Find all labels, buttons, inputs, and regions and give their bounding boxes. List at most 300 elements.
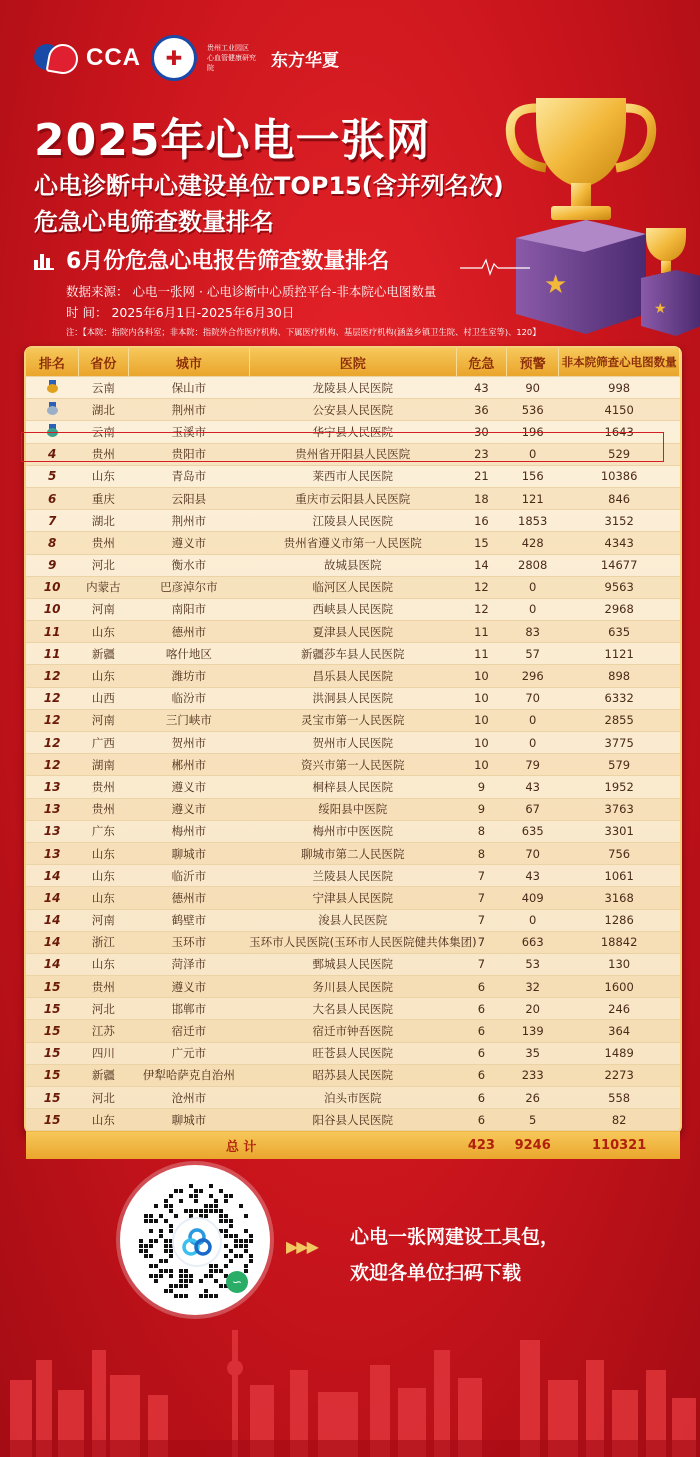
table-row — [26, 998, 680, 1020]
critical-cell: 6 — [456, 976, 506, 998]
province-cell: 河南 — [78, 909, 128, 931]
count-cell: 529 — [559, 443, 680, 465]
table-row — [26, 732, 680, 754]
footnote: 注：【本院：指院内各科室；非本院：指院外合作医疗机构、下属医疗机构、基层医疗机构(涵盖乡镇卫生院、村卫生室等)、120】 — [66, 327, 541, 337]
hospital-cell: 昌乐县人民医院 — [249, 665, 456, 687]
rank-cell: 10 — [26, 576, 78, 598]
rank-cell: 12 — [26, 709, 78, 731]
province-cell: 新疆 — [78, 1064, 128, 1086]
rank-cell: 12 — [26, 665, 78, 687]
critical-cell: 11 — [456, 643, 506, 665]
critical-cell: 15 — [456, 532, 506, 554]
count-cell: 3301 — [559, 820, 680, 842]
rank-cell: 12 — [26, 687, 78, 709]
table-row — [26, 1064, 680, 1086]
critical-cell: 10 — [456, 732, 506, 754]
table-row — [26, 598, 680, 620]
province-cell: 山东 — [78, 887, 128, 909]
city-cell: 梅州市 — [129, 820, 250, 842]
hospital-cell: 旺苍县人民医院 — [249, 1042, 456, 1064]
count-cell: 82 — [559, 1109, 680, 1131]
hospital-cell: 贵州省遵义市第一人民医院 — [249, 532, 456, 554]
main-title: 2025年心电一张网 — [34, 115, 431, 166]
table-row — [26, 510, 680, 532]
table-header-row — [26, 348, 680, 377]
org-emblem-icon: ✚ — [151, 35, 197, 81]
city-cell: 贺州市 — [129, 732, 250, 754]
rank-cell: 11 — [26, 621, 78, 643]
critical-cell: 30 — [456, 421, 506, 443]
count-cell: 1489 — [559, 1042, 680, 1064]
rank-cell: 15 — [26, 1020, 78, 1042]
rank-cell: 10 — [26, 598, 78, 620]
count-cell: 10386 — [559, 465, 680, 487]
city-cell: 玉环市 — [129, 931, 250, 953]
province-cell: 新疆 — [78, 643, 128, 665]
org-name: 东方华夏 — [271, 50, 339, 71]
city-cell: 荆州市 — [129, 399, 250, 421]
city-cell: 荆州市 — [129, 510, 250, 532]
count-cell: 1952 — [559, 776, 680, 798]
hospital-cell: 宿迁市钟吾医院 — [249, 1020, 456, 1042]
city-cell: 伊犁哈萨克自治州 — [129, 1064, 250, 1086]
city-cell: 德州市 — [129, 621, 250, 643]
count-cell: 364 — [559, 1020, 680, 1042]
col-city: 城市 — [129, 348, 250, 377]
app-logo-icon — [172, 1217, 222, 1267]
hospital-cell: 务川县人民医院 — [249, 976, 456, 998]
count-cell: 130 — [559, 953, 680, 975]
col-province: 省份 — [78, 348, 128, 377]
rank-cell: 11 — [26, 643, 78, 665]
date-range: 时 间： 2025年6月1日-2025年6月30日 — [66, 305, 295, 320]
table-row — [26, 399, 680, 421]
hospital-cell: 贵州省开阳县人民医院 — [249, 443, 456, 465]
province-cell: 浙江 — [78, 931, 128, 953]
rank-cell: 14 — [26, 887, 78, 909]
critical-cell: 6 — [456, 998, 506, 1020]
hospital-cell: 贺州市人民医院 — [249, 732, 456, 754]
city-cell: 潍坊市 — [129, 665, 250, 687]
rank-cell: 15 — [26, 1109, 78, 1131]
critical-cell: 21 — [456, 465, 506, 487]
warning-cell: 0 — [507, 732, 559, 754]
city-cell: 贵阳市 — [129, 443, 250, 465]
province-cell: 山东 — [78, 1109, 128, 1131]
bar-chart-icon — [34, 250, 56, 270]
total-label: 总 计 — [26, 1131, 456, 1160]
warning-cell: 139 — [507, 1020, 559, 1042]
rank-cell: 13 — [26, 842, 78, 864]
rank-cell: 14 — [26, 931, 78, 953]
province-cell: 山西 — [78, 687, 128, 709]
rank-cell — [26, 399, 78, 421]
province-cell: 云南 — [78, 421, 128, 443]
count-cell: 579 — [559, 754, 680, 776]
rank-cell: 14 — [26, 865, 78, 887]
rank-cell: 12 — [26, 732, 78, 754]
total-critical: 423 — [456, 1131, 506, 1160]
trophy-icon — [496, 78, 696, 338]
warning-cell: 90 — [507, 377, 559, 399]
hospital-cell: 江陵县人民医院 — [249, 510, 456, 532]
rank-cell: 15 — [26, 976, 78, 998]
province-cell: 湖北 — [78, 510, 128, 532]
warning-cell: 67 — [507, 798, 559, 820]
table-row — [26, 820, 680, 842]
warning-cell: 409 — [507, 887, 559, 909]
mini-program-icon: ∽ — [226, 1271, 248, 1293]
table-row — [26, 754, 680, 776]
warning-cell: 296 — [507, 665, 559, 687]
province-cell: 重庆 — [78, 487, 128, 509]
hospital-cell: 桐梓县人民医院 — [249, 776, 456, 798]
hospital-cell: 西峡县人民医院 — [249, 598, 456, 620]
warning-cell: 35 — [507, 1042, 559, 1064]
count-cell: 1600 — [559, 976, 680, 998]
cta-line-2: 欢迎各单位扫码下载 — [350, 1262, 522, 1284]
count-cell: 9563 — [559, 576, 680, 598]
warning-cell: 57 — [507, 643, 559, 665]
city-cell: 南阳市 — [129, 598, 250, 620]
hospital-cell: 资兴市第一人民医院 — [249, 754, 456, 776]
province-cell: 山东 — [78, 842, 128, 864]
critical-cell: 9 — [456, 798, 506, 820]
hospital-cell: 重庆市云阳县人民医院 — [249, 487, 456, 509]
province-cell: 广东 — [78, 820, 128, 842]
rank-cell: 15 — [26, 1064, 78, 1086]
critical-cell: 36 — [456, 399, 506, 421]
critical-cell: 11 — [456, 621, 506, 643]
table-row — [26, 909, 680, 931]
hospital-cell: 梅州市中医医院 — [249, 820, 456, 842]
hospital-cell: 故城县医院 — [249, 554, 456, 576]
table-row — [26, 532, 680, 554]
table-row — [26, 1042, 680, 1064]
city-cell: 遵义市 — [129, 976, 250, 998]
count-cell: 246 — [559, 998, 680, 1020]
province-cell: 山东 — [78, 865, 128, 887]
city-cell: 鹤壁市 — [129, 909, 250, 931]
province-cell: 云南 — [78, 377, 128, 399]
critical-cell: 10 — [456, 687, 506, 709]
count-cell: 2273 — [559, 1064, 680, 1086]
warning-cell: 156 — [507, 465, 559, 487]
critical-cell: 12 — [456, 598, 506, 620]
cca-logo-text: CCA — [86, 44, 141, 71]
warning-cell: 79 — [507, 754, 559, 776]
count-cell: 898 — [559, 665, 680, 687]
hospital-cell: 宁津县人民医院 — [249, 887, 456, 909]
total-row — [26, 1131, 680, 1160]
org-subtitle: 贵州工业园区 心血管健康研究院 — [207, 44, 256, 72]
count-cell: 18842 — [559, 931, 680, 953]
city-cell: 宿迁市 — [129, 1020, 250, 1042]
warning-cell: 233 — [507, 1064, 559, 1086]
title-line-2: 心电诊断中心建设单位TOP15(含并列名次) — [34, 172, 504, 200]
city-cell: 德州市 — [129, 887, 250, 909]
province-cell: 四川 — [78, 1042, 128, 1064]
warning-cell: 0 — [507, 709, 559, 731]
province-cell: 贵州 — [78, 776, 128, 798]
rank-cell: 13 — [26, 776, 78, 798]
warning-cell: 26 — [507, 1087, 559, 1109]
count-cell: 2968 — [559, 598, 680, 620]
warning-cell: 32 — [507, 976, 559, 998]
hospital-cell: 大名县人民医院 — [249, 998, 456, 1020]
rank-cell: 5 — [26, 465, 78, 487]
table-row — [26, 776, 680, 798]
critical-cell: 7 — [456, 909, 506, 931]
count-cell: 1121 — [559, 643, 680, 665]
warning-cell: 0 — [507, 576, 559, 598]
warning-cell: 0 — [507, 598, 559, 620]
table-row — [26, 643, 680, 665]
table-row — [26, 621, 680, 643]
province-cell: 河北 — [78, 998, 128, 1020]
hospital-cell: 灵宝市第一人民医院 — [249, 709, 456, 731]
province-cell: 贵州 — [78, 443, 128, 465]
province-cell: 广西 — [78, 732, 128, 754]
critical-cell: 10 — [456, 754, 506, 776]
critical-cell: 43 — [456, 377, 506, 399]
city-cell: 保山市 — [129, 377, 250, 399]
section-title: 6月份危急心电报告筛查数量排名 — [66, 249, 390, 274]
count-cell: 1061 — [559, 865, 680, 887]
svg-text:★: ★ — [544, 270, 568, 300]
table-row — [26, 421, 680, 443]
critical-cell: 7 — [456, 865, 506, 887]
rank-cell: 9 — [26, 554, 78, 576]
table-row — [26, 487, 680, 509]
critical-cell: 14 — [456, 554, 506, 576]
city-cell: 遵义市 — [129, 776, 250, 798]
rank-cell: 12 — [26, 754, 78, 776]
city-cell: 邯郸市 — [129, 998, 250, 1020]
count-cell: 4343 — [559, 532, 680, 554]
province-cell: 河南 — [78, 598, 128, 620]
count-cell: 3152 — [559, 510, 680, 532]
table-row — [26, 842, 680, 864]
count-cell: 998 — [559, 377, 680, 399]
critical-cell: 9 — [456, 776, 506, 798]
total-count: 110321 — [559, 1131, 680, 1160]
medal-icon — [47, 424, 58, 437]
count-cell: 3775 — [559, 732, 680, 754]
city-cell: 聊城市 — [129, 842, 250, 864]
rank-cell: 15 — [26, 1042, 78, 1064]
warning-cell: 196 — [507, 421, 559, 443]
critical-cell: 8 — [456, 820, 506, 842]
critical-cell: 10 — [456, 709, 506, 731]
rank-cell: 14 — [26, 953, 78, 975]
warning-cell: 70 — [507, 842, 559, 864]
province-cell: 山东 — [78, 465, 128, 487]
col-count: 非本院筛查心电图数量 — [559, 348, 680, 377]
critical-cell: 7 — [456, 931, 506, 953]
table-row — [26, 709, 680, 731]
table-row — [26, 1109, 680, 1131]
province-cell: 湖北 — [78, 399, 128, 421]
hospital-cell: 聊城市第二人民医院 — [249, 842, 456, 864]
count-cell: 1643 — [559, 421, 680, 443]
critical-cell: 7 — [456, 887, 506, 909]
city-cell: 巴彦淖尔市 — [129, 576, 250, 598]
table-row — [26, 976, 680, 998]
province-cell: 江苏 — [78, 1020, 128, 1042]
hospital-cell: 泊头市医院 — [249, 1087, 456, 1109]
city-cell: 聊城市 — [129, 1109, 250, 1131]
table-row — [26, 665, 680, 687]
hospital-cell: 浚县人民医院 — [249, 909, 456, 931]
city-skyline-icon — [0, 1320, 700, 1457]
hospital-cell: 莱西市人民医院 — [249, 465, 456, 487]
warning-cell: 20 — [507, 998, 559, 1020]
warning-cell: 83 — [507, 621, 559, 643]
count-cell: 635 — [559, 621, 680, 643]
count-cell: 14677 — [559, 554, 680, 576]
medal-icon — [47, 402, 58, 415]
arrow-icon: ▶▶▶ — [286, 1237, 317, 1256]
city-cell: 青岛市 — [129, 465, 250, 487]
medal-icon — [47, 380, 58, 393]
warning-cell: 635 — [507, 820, 559, 842]
city-cell: 玉溪市 — [129, 421, 250, 443]
qr-code[interactable] — [120, 1165, 270, 1315]
warning-cell: 121 — [507, 487, 559, 509]
col-rank: 排名 — [26, 348, 78, 377]
table-row — [26, 377, 680, 399]
ranking-table — [24, 346, 682, 1155]
critical-cell: 6 — [456, 1087, 506, 1109]
count-cell: 2855 — [559, 709, 680, 731]
count-cell: 756 — [559, 842, 680, 864]
province-cell: 贵州 — [78, 976, 128, 998]
hospital-cell: 华宁县人民医院 — [249, 421, 456, 443]
hospital-cell: 夏津县人民医院 — [249, 621, 456, 643]
city-cell: 临沂市 — [129, 865, 250, 887]
rank-cell — [26, 421, 78, 443]
warning-cell: 0 — [507, 909, 559, 931]
count-cell: 1286 — [559, 909, 680, 931]
count-cell: 4150 — [559, 399, 680, 421]
hospital-cell: 玉环市人民医院(玉环市人民医院健共体集团) — [249, 931, 456, 953]
count-cell: 3763 — [559, 798, 680, 820]
critical-cell: 10 — [456, 665, 506, 687]
hospital-cell: 公安县人民医院 — [249, 399, 456, 421]
warning-cell: 0 — [507, 443, 559, 465]
table-row — [26, 953, 680, 975]
hospital-cell: 昭苏县人民医院 — [249, 1064, 456, 1086]
cta-line-1: 心电一张网建设工具包， — [350, 1226, 560, 1248]
total-warning: 9246 — [507, 1131, 559, 1160]
col-critical: 危急 — [456, 348, 506, 377]
province-cell: 贵州 — [78, 798, 128, 820]
count-cell: 6332 — [559, 687, 680, 709]
city-cell: 衡水市 — [129, 554, 250, 576]
rank-cell: 6 — [26, 487, 78, 509]
count-cell: 846 — [559, 487, 680, 509]
table-row — [26, 554, 680, 576]
rank-cell: 8 — [26, 532, 78, 554]
critical-cell: 16 — [456, 510, 506, 532]
city-cell: 喀什地区 — [129, 643, 250, 665]
critical-cell: 12 — [456, 576, 506, 598]
warning-cell: 428 — [507, 532, 559, 554]
rank-cell: 15 — [26, 998, 78, 1020]
table-row — [26, 865, 680, 887]
critical-cell: 6 — [456, 1020, 506, 1042]
warning-cell: 43 — [507, 865, 559, 887]
warning-cell: 43 — [507, 776, 559, 798]
warning-cell: 663 — [507, 931, 559, 953]
rank-cell: 4 — [26, 443, 78, 465]
table-row — [26, 687, 680, 709]
city-cell: 郴州市 — [129, 754, 250, 776]
warning-cell: 53 — [507, 953, 559, 975]
rank-cell: 14 — [26, 909, 78, 931]
hospital-cell: 兰陵县人民医院 — [249, 865, 456, 887]
rank-cell: 13 — [26, 798, 78, 820]
table-row — [26, 798, 680, 820]
city-cell: 遵义市 — [129, 798, 250, 820]
province-cell: 内蒙古 — [78, 576, 128, 598]
data-source: 数据来源： 心电一张网 · 心电诊断中心质控平台-非本院心电图数量 — [66, 284, 437, 299]
city-cell: 云阳县 — [129, 487, 250, 509]
title-line-3: 危急心电筛查数量排名 — [34, 208, 274, 236]
critical-cell: 6 — [456, 1042, 506, 1064]
table-row — [26, 1087, 680, 1109]
critical-cell: 7 — [456, 953, 506, 975]
table-row — [26, 1020, 680, 1042]
city-cell: 广元市 — [129, 1042, 250, 1064]
rank-cell: 7 — [26, 510, 78, 532]
warning-cell: 1853 — [507, 510, 559, 532]
logo-bar — [34, 36, 339, 80]
hospital-cell: 临河区人民医院 — [249, 576, 456, 598]
warning-cell: 70 — [507, 687, 559, 709]
hospital-cell: 绥阳县中医院 — [249, 798, 456, 820]
rank-cell — [26, 377, 78, 399]
table-row — [26, 465, 680, 487]
province-cell: 贵州 — [78, 532, 128, 554]
city-cell: 临汾市 — [129, 687, 250, 709]
city-cell: 菏泽市 — [129, 953, 250, 975]
critical-cell: 6 — [456, 1109, 506, 1131]
province-cell: 河南 — [78, 709, 128, 731]
svg-text:★: ★ — [654, 301, 667, 317]
hospital-cell: 鄄城县人民医院 — [249, 953, 456, 975]
count-cell: 3168 — [559, 887, 680, 909]
province-cell: 山东 — [78, 621, 128, 643]
count-cell: 558 — [559, 1087, 680, 1109]
critical-cell: 8 — [456, 842, 506, 864]
critical-cell: 18 — [456, 487, 506, 509]
hospital-cell: 新疆莎车县人民医院 — [249, 643, 456, 665]
cca-heart-logo-icon — [34, 40, 76, 76]
city-cell: 沧州市 — [129, 1087, 250, 1109]
rank-cell: 13 — [26, 820, 78, 842]
table-row — [26, 931, 680, 953]
section-header — [34, 244, 389, 275]
col-hospital: 医院 — [249, 348, 456, 377]
province-cell: 山东 — [78, 953, 128, 975]
table-row — [26, 887, 680, 909]
col-warning: 预警 — [507, 348, 559, 377]
city-cell: 遵义市 — [129, 532, 250, 554]
province-cell: 山东 — [78, 665, 128, 687]
critical-cell: 6 — [456, 1064, 506, 1086]
